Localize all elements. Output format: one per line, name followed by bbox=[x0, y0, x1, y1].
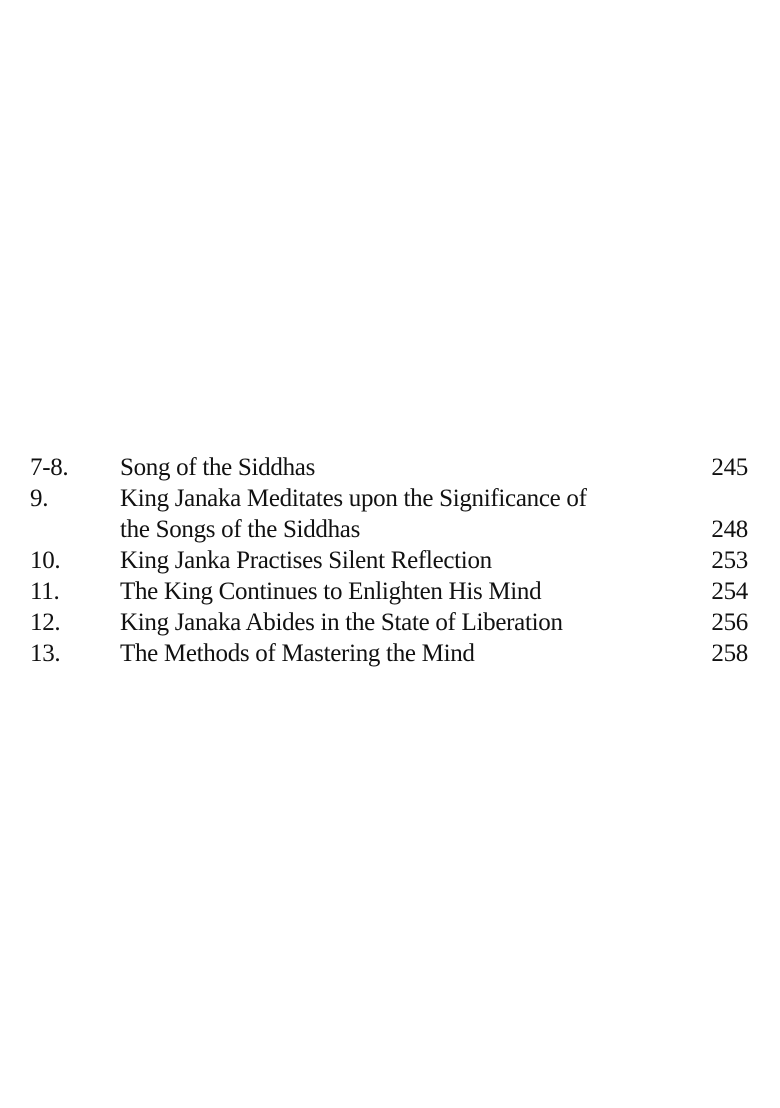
toc-entry-number: 13. bbox=[30, 640, 61, 667]
toc-entry-number: 10. bbox=[30, 547, 61, 574]
toc-entry-title-line: The King Continues to Enlighten His Mind bbox=[120, 578, 542, 605]
toc-entry[interactable] bbox=[30, 545, 748, 576]
toc-entry-number: 9. bbox=[30, 485, 49, 512]
toc-entry-title bbox=[120, 452, 648, 483]
toc-entry-page: 258 bbox=[711, 640, 748, 667]
toc-entry-number: 12. bbox=[30, 609, 61, 636]
toc-entry[interactable] bbox=[30, 638, 748, 669]
toc-entry-title-line: the Songs of the Siddhas bbox=[120, 516, 361, 543]
toc-entry[interactable] bbox=[30, 452, 748, 483]
toc-entry-title bbox=[120, 607, 648, 638]
toc-entry[interactable] bbox=[30, 483, 748, 545]
toc-entry-number: 11. bbox=[30, 578, 60, 605]
toc-entry[interactable] bbox=[30, 607, 748, 638]
toc-entry[interactable] bbox=[30, 576, 748, 607]
toc-entry-title bbox=[120, 483, 648, 545]
toc-entry-title bbox=[120, 638, 648, 669]
toc-entry-page: 256 bbox=[711, 609, 748, 636]
toc-entry-page: 245 bbox=[711, 454, 748, 481]
toc-entry-title bbox=[120, 545, 648, 576]
table-of-contents bbox=[30, 452, 748, 669]
toc-entry-title bbox=[120, 576, 648, 607]
toc-entry-title-line: King Janaka Abides in the State of Liberation bbox=[120, 609, 563, 636]
toc-entry-page: 253 bbox=[711, 547, 748, 574]
toc-entry-title-line: King Janaka Meditates upon the Significance of bbox=[120, 485, 587, 512]
toc-entry-page: 248 bbox=[711, 516, 748, 543]
toc-entry-title-line: King Janka Practises Silent Reflection bbox=[120, 547, 492, 574]
toc-entry-number: 7-8. bbox=[30, 454, 69, 481]
toc-entry-title-line: The Methods of Mastering the Mind bbox=[120, 640, 475, 667]
toc-entry-page: 254 bbox=[711, 578, 748, 605]
toc-entry-title-line: Song of the Siddhas bbox=[120, 454, 315, 481]
